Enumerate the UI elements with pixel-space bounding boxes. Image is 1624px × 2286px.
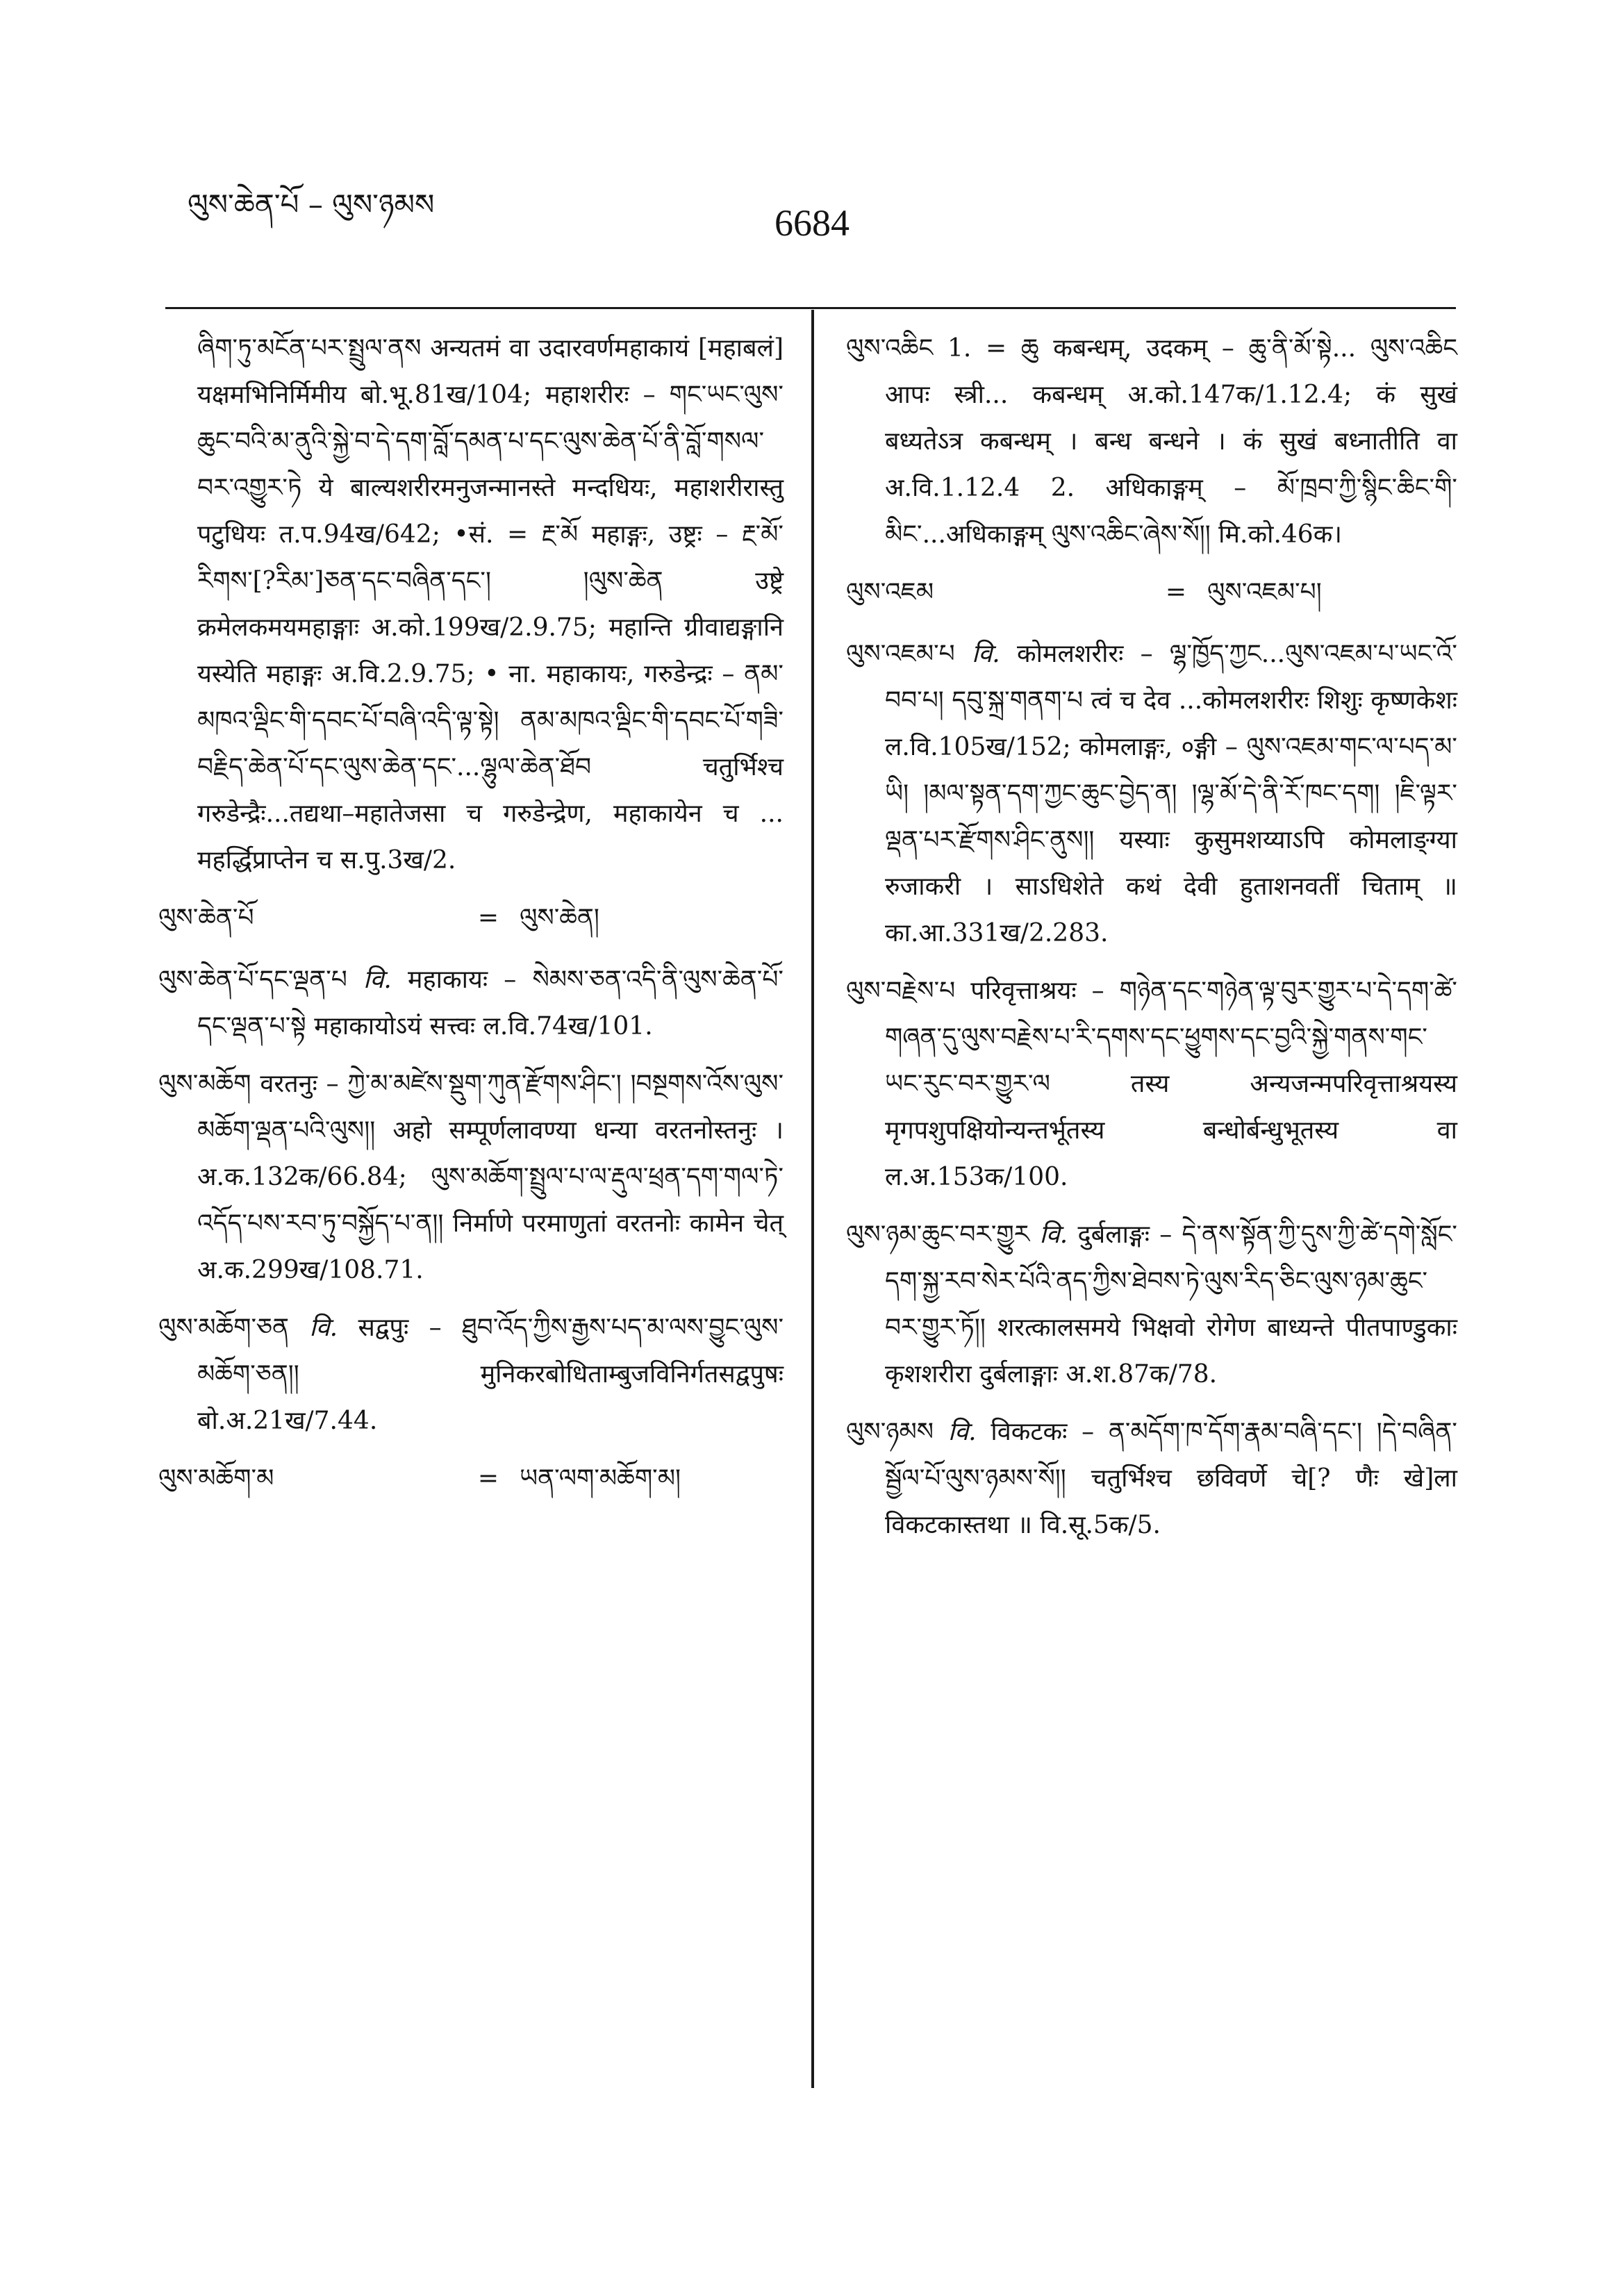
reference-target: ཡན་ལག་མཆོག་མ། <box>520 1464 681 1493</box>
headword: ལུས་འཆིང <box>846 334 934 363</box>
header-rule <box>165 307 1456 309</box>
reference-target: ལུས་ཆེན། <box>520 904 599 932</box>
entry-text: सद्वपुः – ཐུབ་འོད་ཀྱིས་རྒྱས་པད་མ་ལས་བྱུང་ལུས་མཆོག་ཅན།། मुनिकरबोधिताम्बुजविनिर्गतसद्वपुषः बो.अ.21ख/7.44. <box>197 1314 784 1435</box>
grammar-label: वि. <box>309 1314 338 1342</box>
entry-text: कोमलशरीरः – ལྷ་ཁྱོད་ཀྱང...ལུས་འཇམ་པ་ཡང་འོ་བབ་པ། དབུ་སྐྲ་གནག་པ त्वं च देव ...कोमलशरीरः शिशुः कृष्णकेशः ल.वि.105ख/152; कोमलाङ्गः, ०ङ्गी – ལུས་འཇམ་གང་ལ་པད་མ་ཡི། །མལ་སྟན་དག་ཀྱང་ཆུང་བྱེད་ན། །ལྷ་མོ་དེ་ནི་རོ་ཁང་དག། །ཇི་ལྟར་ལྡན་པར་རྫོགས་ཤིང་ནུས།། यस्याः कुसुमशय्याऽपि कोमलाङ्ग्या रुजाकरी । साऽधिशेते कथं देवी हुताशनवतीं चिताम् ॥ का.आ.331ख/2.283. <box>885 640 1457 947</box>
dictionary-entry <box>846 968 1457 1200</box>
headword: ལུས་ཆེན་པོ་དང་ལྡན་པ <box>158 966 347 994</box>
equals-sign: = <box>1165 578 1187 606</box>
cross-reference-entry <box>158 895 784 941</box>
entry-text: 1. = ཆུ कबन्धम्, उदकम् – ཆུ་ནི་མོ་སྟེ... ལུས་འཆིང आपः स्त्री... कबन्धम् अ.को.147क/1.12.4; कं सुखं बध्यतेऽत्र कबन्धम् । बन्ध बन्धने । कं सुखं बध्नातीति वा अ.वि.1.12.4 2. अधिकाङ्गम् – མོ་ཁྲབ་ཀྱི་སྙིང་ཆིང་གི་མིང་...अधिकाङ्गम् ལུས་འཆིང་ཞེས་སོ།། मि.को.46क। <box>885 334 1457 549</box>
right-column <box>846 325 1457 1559</box>
headword: ལུས་འཇམ་པ <box>846 640 955 668</box>
headword: ལུས་མཆོག་མ <box>158 1464 274 1493</box>
dictionary-entry <box>158 1061 784 1293</box>
grammar-label: वि. <box>1039 1220 1068 1249</box>
entry-text: वरतनुः – ཀྱེ་མ་མཛེས་སྡུག་ཀུན་རྫོགས་ཤིང་། །བསྔགས་འོས་ལུས་མཆོག་ལྡན་པའི་ལུས།། अहो सम्पूर्णलावण्या धन्या वरतनोस्तनुः । अ.क.132क/66.84; ལུས་མཆོག་སྤྲུལ་པ་ལ་རྡུལ་ཕྲན་དག་གལ་ཏེ་འདོད་པས་རབ་ཏུ་བསྐྱོད་པ་ན།། निर्माणे परमाणुतां वरतनोः कामेन चेत् अ.क.299ख/108.71. <box>197 1070 784 1284</box>
dictionary-entry <box>158 1304 784 1444</box>
dictionary-entry <box>846 631 1457 956</box>
headword: ལུས་མཆོག་ཅན <box>158 1314 289 1342</box>
entry-text: महाकायः – སེམས་ཅན་འདི་ནི་ལུས་ཆེན་པོ་དང་ལྡན་པ་སྟེ महाकायोऽयं सत्त्वः ल.वि.74ख/101. <box>197 966 784 1041</box>
headword: ལུས་བརྗེས་པ <box>846 977 956 1005</box>
running-head: ལུས་ཆེན་པོ – ལུས་ཉམས <box>188 188 435 222</box>
left-column <box>158 325 784 1517</box>
equals-sign: = <box>477 904 499 932</box>
headword: ལུས་ཉམས <box>846 1418 934 1446</box>
column-divider <box>811 310 814 2088</box>
cross-reference-entry <box>158 1455 784 1502</box>
continued-entry <box>158 325 784 884</box>
entry-text: दुर्बलाङ्गः – དེ་ནས་སྟོན་ཀྱི་དུས་ཀྱི་ཚེ་དགེ་སློང་དག་སྐྱ་རབ་སེར་པོའི་ནད་ཀྱིས་ཐེབས་ཏེ་ལུས་རིད་ཅིང་ལུས་ཉམ་ཆུང་བར་གྱུར་ཏོ།། शरत्कालसमये भिक्षवो रोगेण बाध्यन्ते पीतपाण्डुकाः कृशशरीरा दुर्बलाङ्गाः अ.श.87क/78. <box>885 1220 1457 1389</box>
grammar-label: वि. <box>363 966 392 994</box>
headword: ལུས་འཇམ <box>846 578 934 606</box>
entry-text: परिवृत्ताश्रयः – གཉེན་དང་གཉེན་ལྟ་བུར་གྱུར་པ་དེ་དག་ཚེ་གཞན་དུ་ལུས་བརྗེས་པ་རི་དགས་དང་ཕྱུགས་དང་བྱའི་སྐྱེ་གནས་གང་ཡང་རུང་བར་གྱུར་ལ तस्य अन्यजन्मपरिवृत्ताश्रयस्य मृगपशुपक्षियोन्यन्तर्भूतस्य बन्धोर्बन्धुभूतस्य वा ल.अ.153क/100. <box>885 977 1457 1191</box>
entry-text: ཞིག་ཏུ་མངོན་པར་སྤྲུལ་ནས अन्यतमं वा उदारवर्णमहाकायं [महाबलं] यक्षमभिनिर्मिमीय बो.भू.81ख/104; महाशरीरः – གང་ཡང་ལུས་ཆུང་བའི་མ་ནུའི་སྐྱེ་བ་དེ་དག་བློ་དམན་པ་དང་ལུས་ཆེན་པོ་ནི་བློ་གསལ་བར་འགྱུར་ཏེ ये बाल्यशरीरमनुजन्मानस्ते मन्दधियः, महाशरीरास्तु पटुधियः त.प.94ख/642; •सं. = རྔ་མོ महाङ्गः, उष्ट्रः – རྔ་མོ་རིགས་[?རིམ་]ཅན་དང་བཞིན་དང་། །ལུས་ཆེན उष्ट्रे क्रमेलकमयमहाङ्गाः अ.को.199ख/2.9.75; महान्ति ग्रीवाद्यङ्गानि यस्येति महाङ्गः अ.वि.2.9.75; • ना. महाकायः, गरुडेन्द्रः – ནམ་མཁའ་ལྡིང་གི་དབང་པོ་བཞི་འདི་ལྟ་སྟེ། ནམ་མཁའ་ལྡིང་གི་དབང་པོ་གཟི་བརྗིད་ཆེན་པོ་དང་ལུས་ཆེན་དང་...ལྷུལ་ཆེན་ཐོབ चतुर्भिश्च गरुडेन्द्रैः...तद्यथा–महातेजसा च गरुडेन्द्रेण, महाकायेन च ... महर्द्धिप्राप्तेन च स.पु.3ख/2. <box>197 334 784 875</box>
dictionary-entry <box>158 956 784 1050</box>
cross-reference-entry <box>846 569 1457 615</box>
headword: ལུས་མཆོག <box>158 1070 251 1098</box>
grammar-label: वि. <box>971 640 1000 668</box>
dictionary-entry <box>846 325 1457 558</box>
page-number: 6684 <box>774 202 850 244</box>
dictionary-entry <box>846 1409 1457 1548</box>
entry-text: विकटकः – ན་མདོག་ཁ་དོག་རྣམ་བཞི་དང་། །དེ་བཞིན་སྦྱོལ་པོ་ལུས་ཉམས་སོ།། चतुर्भिश्च छविवर्णे चे[? णैः खे]ला विकटकास्तथा ॥ वि.सू.5क/5. <box>885 1418 1457 1539</box>
dictionary-entry <box>846 1211 1457 1398</box>
grammar-label: वि. <box>947 1418 977 1446</box>
equals-sign: = <box>477 1464 499 1493</box>
headword: ལུས་ཉམ་ཆུང་བར་གྱུར <box>846 1220 1030 1249</box>
headword: ལུས་ཆེན་པོ <box>158 904 254 932</box>
reference-target: ལུས་འཇམ་པ། <box>1207 578 1322 606</box>
